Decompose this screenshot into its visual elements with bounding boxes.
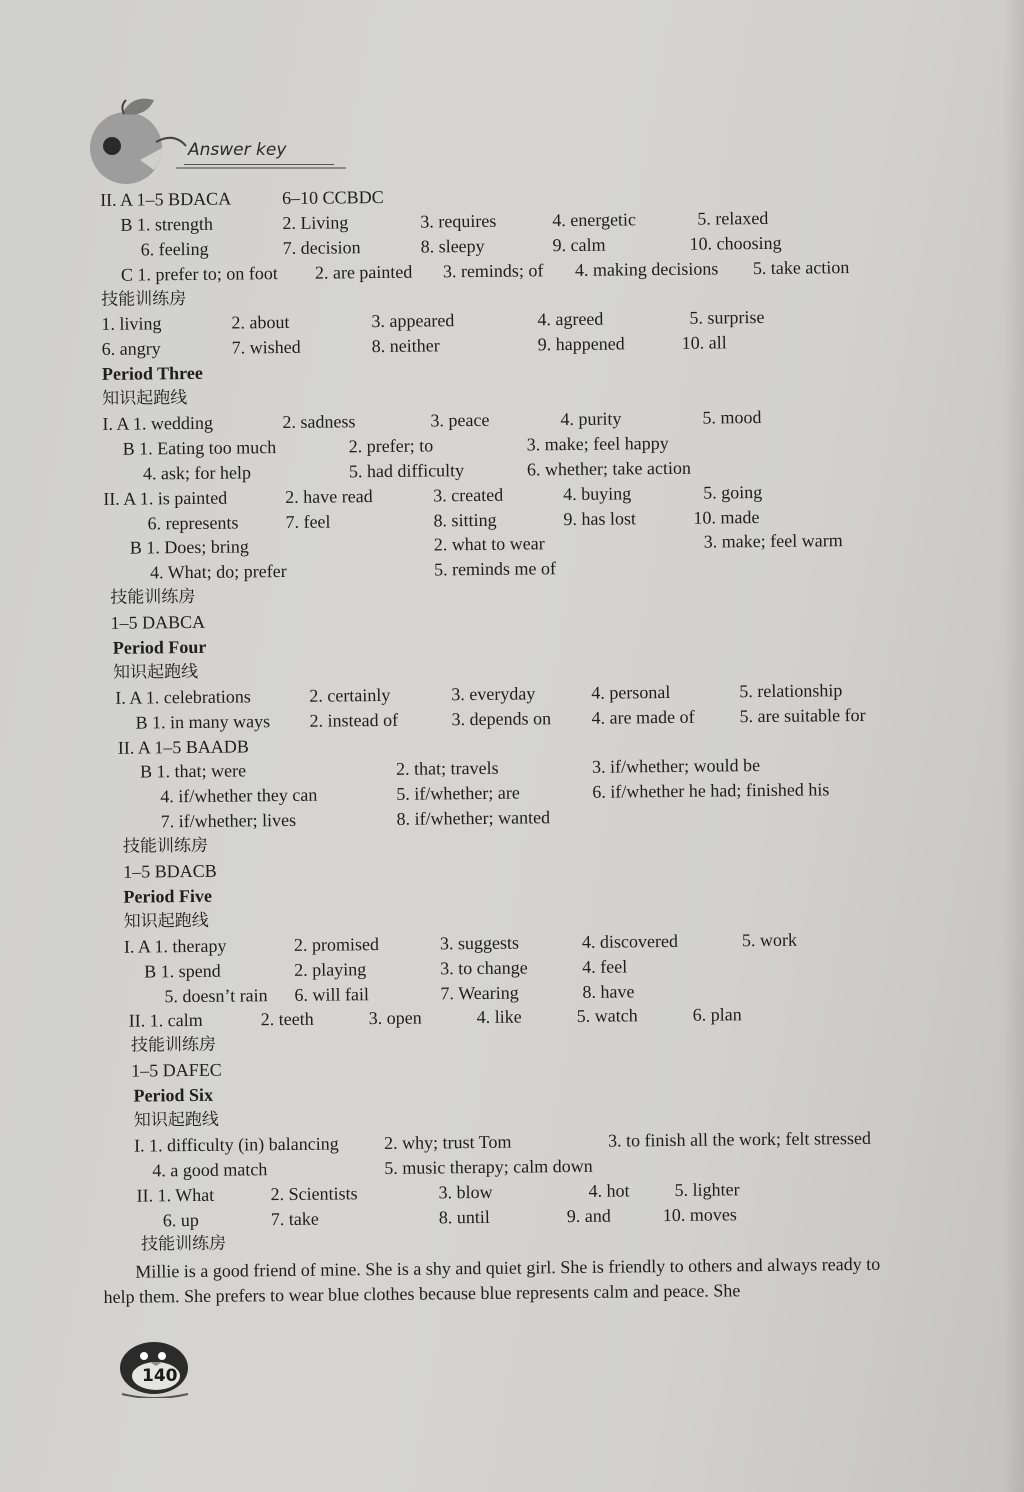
page-footer — [114, 1338, 224, 1398]
answer-item: 4. like — [476, 1006, 522, 1028]
answer-item: 7. if/whether; lives — [160, 810, 297, 832]
answer-item: 4. hot — [588, 1180, 630, 1201]
answer-item: 4. are made of — [591, 706, 695, 728]
answer-item: 10. made — [693, 506, 760, 528]
answer-item: 知识起跑线 — [123, 910, 209, 932]
answer-item: 1–5 DAFEC — [131, 1059, 222, 1081]
answer-item: 3. appeared — [371, 310, 455, 332]
answer-item: 4. if/whether they can — [160, 785, 318, 807]
answer-item: 知识起跑线 — [133, 1109, 219, 1131]
answer-item: C 1. prefer to; on foot — [120, 262, 278, 285]
answer-item: 4. a good match — [152, 1158, 268, 1181]
answer-item: 9. calm — [552, 234, 606, 255]
answer-item: B 1. strength — [120, 213, 213, 235]
answer-item: 4. buying — [563, 483, 632, 504]
answer-item: 4. feel — [582, 956, 628, 977]
answer-item: 5. work — [741, 929, 798, 950]
answer-item: 1–5 BDACB — [123, 860, 217, 882]
answer-item: 2. about — [231, 312, 290, 333]
answer-item: 3. depends on — [451, 707, 552, 729]
answer-item: 7. Wearing — [440, 982, 519, 1003]
answer-item: II. A 1–5 BAADB — [117, 735, 249, 758]
answer-item: 2. are painted — [314, 261, 413, 283]
page-number: 140 — [142, 1366, 178, 1386]
answer-item: 3. requires — [420, 210, 497, 232]
answer-item: B 1. Does; bring — [129, 536, 249, 559]
answer-item: 3. to finish all the work; felt stressed — [607, 1127, 872, 1151]
answer-item: 9. has lost — [563, 507, 637, 529]
answer-item: 2. sadness — [282, 411, 356, 433]
answer-item: 7. take — [270, 1208, 319, 1229]
answer-item: 6. feeling — [140, 238, 209, 260]
answer-item: 8. sleepy — [420, 235, 485, 257]
answer-item: 5. had difficulty — [348, 459, 465, 482]
header-divider — [184, 164, 334, 165]
answer-item: 4. What; do; prefer — [149, 561, 287, 583]
answer-item: 5. lighter — [674, 1178, 740, 1200]
answer-item: 5. take action — [752, 256, 850, 278]
answer-item: 4. purity — [560, 408, 622, 430]
answer-item: 2. Living — [282, 212, 349, 233]
answer-item: 7. decision — [282, 236, 361, 258]
answer-item: 3. reminds; of — [442, 259, 544, 282]
answer-item: 8. neither — [371, 335, 440, 357]
answer-item: B 1. that; were — [140, 760, 247, 783]
answer-list — [92, 179, 944, 1310]
answer-item: 3. open — [368, 1007, 422, 1029]
answer-item: 2. what to wear — [433, 533, 545, 555]
answer-item: 4. discovered — [581, 930, 678, 952]
answer-item: 3. if/whether; would be — [591, 755, 761, 778]
answer-item: 5. surprise — [689, 307, 765, 329]
answer-item: I. A 1. wedding — [102, 412, 214, 434]
answer-item: 6. represents — [147, 512, 239, 534]
answer-item: 6. whether; take action — [526, 457, 692, 480]
header-title: Answer key — [188, 140, 287, 160]
answer-item: 1–5 DABCA — [110, 611, 206, 633]
answer-item: 5. are suitable for — [739, 704, 866, 726]
answer-item: 6. will fail — [294, 983, 370, 1005]
answer-item: 技能训练房 — [110, 587, 196, 609]
answer-item: 2. Scientists — [270, 1182, 358, 1204]
answer-item: 3. to change — [440, 957, 528, 979]
answer-item: I. A 1. celebrations — [115, 686, 251, 708]
answer-item: II. 1. What — [136, 1184, 215, 1206]
answer-item: I. 1. difficulty (in) balancing — [133, 1133, 339, 1156]
answer-item: 8. sitting — [433, 509, 497, 531]
answer-item: 3. peace — [430, 409, 490, 431]
answer-item: 6. if/whether he had; finished his — [592, 779, 830, 803]
answer-item: 10. choosing — [689, 232, 782, 254]
answer-item: 10. all — [681, 332, 727, 354]
answer-item: 4. personal — [591, 681, 671, 703]
answer-item: 2. playing — [294, 958, 367, 980]
answer-item: 3. everyday — [451, 683, 536, 705]
answer-item: 3. suggests — [439, 932, 520, 954]
answer-item: 技能训练房 — [101, 288, 187, 310]
answer-item: II. A 1. is painted — [103, 487, 228, 509]
answer-item: 3. created — [433, 484, 504, 506]
answer-item: 5. doesn’t rain — [164, 984, 268, 1006]
answer-item: 2. instead of — [309, 709, 399, 731]
answer-item: 2. prefer; to — [348, 435, 434, 457]
answer-item: 5. watch — [576, 1005, 638, 1027]
sample-essay-paragraph: Millie is a good friend of mine. She is a shy and quiet girl. She is friendly to others and always ready to help them. She prefers to wear blue clothes because blue represents calm and peace. She — [103, 1254, 881, 1308]
answer-item: 知识起跑线 — [112, 661, 199, 683]
answer-key-header — [76, 96, 346, 196]
answer-item: 知识起跑线 — [102, 388, 188, 410]
answer-item: 2. why; trust Tom — [383, 1131, 512, 1153]
answer-item: 5. reminds me of — [433, 558, 557, 580]
answer-item: 3. make; feel warm — [703, 530, 843, 553]
answer-item: II. A 1–5 BDACA — [100, 188, 232, 210]
page-edge-shadow — [1002, 0, 1024, 1492]
answer-item: 6. up — [162, 1209, 199, 1230]
answer-item: 7. wished — [231, 337, 301, 358]
answer-item: 2. that; travels — [395, 758, 499, 780]
answer-item: 技能训练房 — [122, 835, 209, 857]
answer-item: 6. plan — [692, 1004, 742, 1026]
answer-item: 3. blow — [438, 1181, 493, 1203]
answer-item: 8. until — [438, 1206, 490, 1227]
answer-item: 1. living — [101, 313, 162, 335]
answer-item: 8. if/whether; wanted — [396, 807, 551, 830]
answer-item: B 1. Eating too much — [122, 436, 277, 459]
answer-item: B 1. in many ways — [135, 710, 271, 733]
answer-item: Period Four — [112, 636, 207, 658]
answer-item: 5. mood — [702, 407, 762, 428]
answer-item: 5. relaxed — [697, 207, 769, 229]
answer-item: 6–10 CCBDC — [282, 186, 384, 209]
answer-item: 5. if/whether; are — [396, 782, 520, 805]
answer-item: 2. teeth — [260, 1009, 314, 1030]
answer-item: 3. make; feel happy — [526, 432, 669, 455]
answer-item: 4. making decisions — [574, 258, 719, 280]
answer-item: II. 1. calm — [128, 1010, 203, 1032]
answer-item: 2. have read — [285, 485, 373, 507]
answer-item: 2. promised — [293, 933, 380, 955]
answer-item: 8. have — [582, 980, 635, 1002]
answer-item: 6. angry — [101, 338, 161, 360]
answer-item: 2. certainly — [309, 684, 391, 706]
answer-item: Period Three — [101, 363, 203, 385]
answer-item: 4. agreed — [537, 309, 604, 330]
answer-item: 技能训练房 — [130, 1035, 217, 1056]
answer-item: 5. relationship — [739, 679, 843, 702]
answer-item: 5. going — [703, 481, 763, 503]
answer-item: 技能训练房 — [140, 1234, 227, 1255]
answer-item: Period Six — [133, 1084, 214, 1106]
answer-item: 4. energetic — [552, 209, 637, 231]
answer-item: Period Five — [123, 885, 213, 907]
answer-item: 9. and — [566, 1205, 611, 1226]
answer-item: 5. music therapy; calm down — [384, 1155, 593, 1178]
answer-item: 10. moves — [662, 1203, 737, 1225]
answer-item: I. A 1. therapy — [123, 935, 227, 957]
answer-item: 4. ask; for help — [142, 462, 252, 484]
answer-item: B 1. spend — [144, 960, 221, 982]
answer-item: 7. feel — [285, 511, 331, 532]
answer-item: 9. happened — [537, 333, 625, 355]
